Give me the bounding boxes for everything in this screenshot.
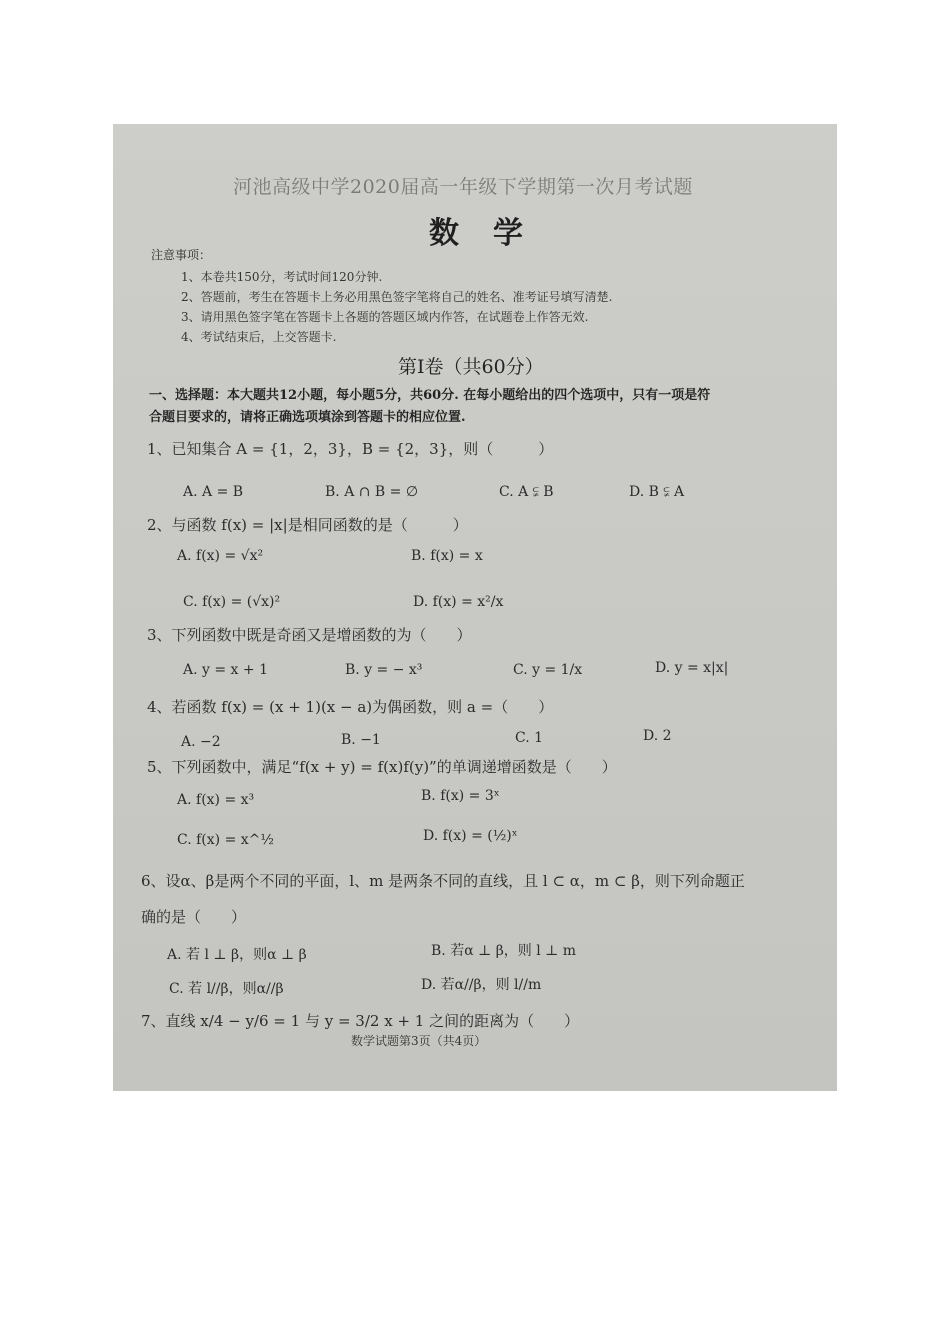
option: D. f(x) = (½)ˣ [423, 828, 518, 844]
notes-heading: 注意事项： [151, 248, 212, 262]
option: C. f(x) = (√x)² [183, 594, 281, 610]
option: A. A = B [183, 484, 244, 500]
option: A. −2 [181, 734, 221, 750]
option: B. A ∩ B = ∅ [325, 484, 419, 500]
option: C. 若 l//β，则α//β [169, 981, 284, 997]
page-footer: 数学试题第3页（共4页） [351, 1034, 487, 1048]
option: B. −1 [341, 732, 381, 748]
question-stem: 3、下列函数中既是奇函又是增函数的为（ ） [147, 626, 472, 644]
option: B. f(x) = 3ˣ [421, 788, 500, 804]
section-instructions: 合题目要求的，请将正确选项填涂到答题卡的相应位置. [149, 410, 466, 425]
question-stem: 5、下列函数中，满足“f(x + y) = f(x)f(y)”的单调递增函数是（ ） [147, 758, 617, 776]
question-stem: 1、已知集合 A = {1，2，3}，B = {2，3}，则（ ） [147, 440, 554, 458]
option: C. 1 [515, 730, 544, 746]
option: C. A ⫋ B [499, 484, 554, 500]
option: D. 2 [643, 728, 672, 744]
note-item: 2、答题前，考生在答题卡上务必用黑色签字笔将自己的姓名、准考证号填写清楚. [181, 290, 613, 304]
question-stem: 确的是（ ） [141, 908, 247, 926]
option: D. y = x|x| [655, 660, 729, 676]
question-stem: 7、直线 x/4 − y/6 = 1 与 y = 3/2 x + 1 之间的距离为（ ） [141, 1012, 580, 1030]
option: D. 若α//β，则 l//m [421, 977, 542, 993]
option: A. f(x) = x³ [177, 792, 255, 808]
school-title: 河池高级中学2020届高一年级下学期第一次月考试题 [233, 176, 693, 198]
question-stem: 2、与函数 f(x) = |x|是相同函数的是（ ） [147, 516, 468, 534]
option: B. y = − x³ [345, 662, 423, 678]
note-item: 1、本卷共150分，考试时间120分钟. [181, 270, 383, 284]
option: A. f(x) = √x² [177, 548, 264, 564]
question-stem: 6、设α、β是两个不同的平面，l、m 是两条不同的直线，且 l ⊂ α，m ⊂ β，则下列命题正 [141, 872, 745, 890]
note-item: 3、请用黑色签字笔在答题卡上各题的答题区域内作答，在试题卷上作答无效. [181, 310, 589, 324]
option: A. y = x + 1 [183, 662, 268, 678]
section-instructions: 一、选择题：本大题共12小题，每小题5分，共60分. 在每小题给出的四个选项中，只有一项是符 [149, 388, 711, 403]
part-title: 第Ⅰ卷（共60分） [398, 356, 544, 378]
option: C. f(x) = x^½ [177, 832, 274, 848]
option: C. y = 1/x [513, 662, 583, 678]
note-item: 4、考试结束后，上交答题卡. [181, 330, 337, 344]
option: B. 若α ⊥ β，则 l ⊥ m [431, 943, 577, 959]
option: A. 若 l ⊥ β，则α ⊥ β [167, 947, 307, 963]
option: D. B ⫋ A [629, 484, 685, 500]
option: B. f(x) = x [411, 548, 483, 564]
scanned-exam-page [113, 124, 837, 1091]
question-stem: 4、若函数 f(x) = (x + 1)(x − a)为偶函数，则 a =（ ） [147, 698, 554, 716]
subject-title: 数学 [429, 216, 557, 251]
option: D. f(x) = x²/x [413, 594, 504, 610]
